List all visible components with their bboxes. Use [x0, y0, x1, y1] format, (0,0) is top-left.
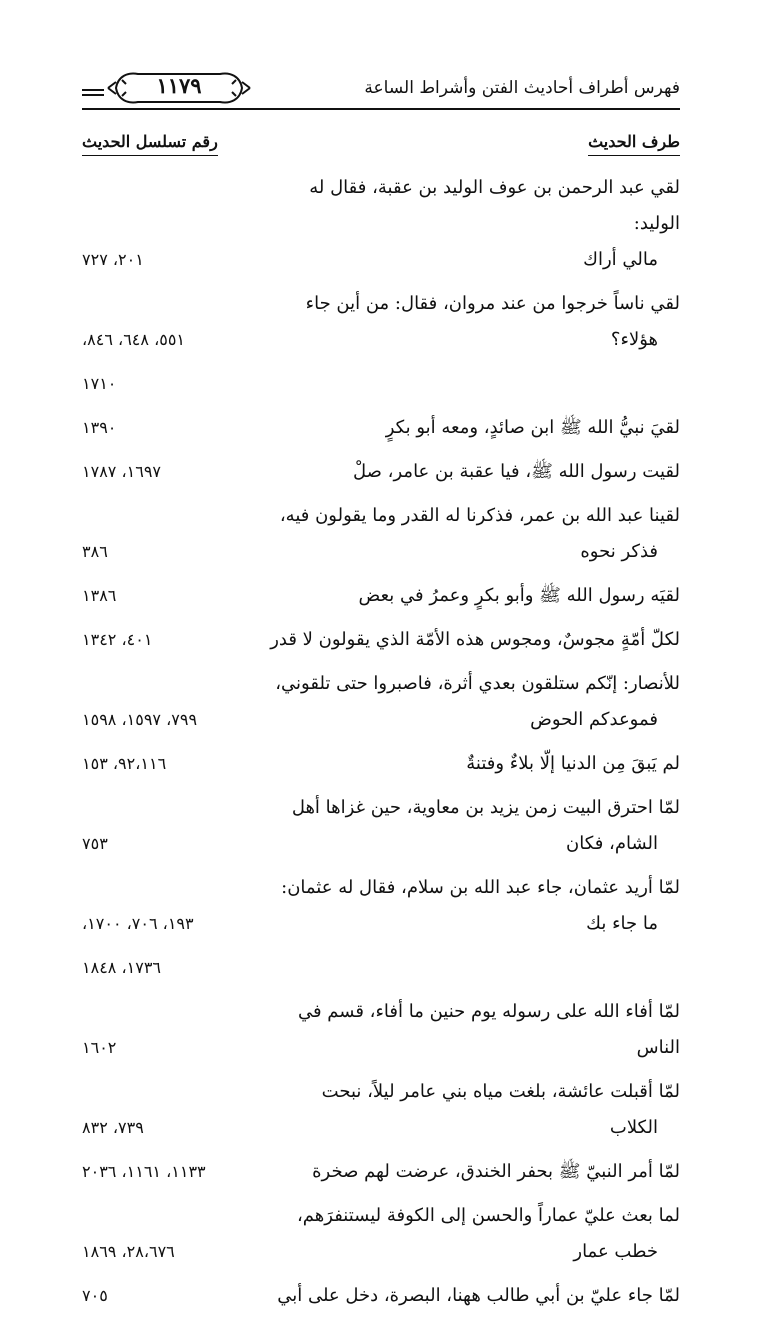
- sequence-value: ٧٣٩، ٨٣٢: [82, 1118, 144, 1137]
- hadith-line: ما جاء بك: [586, 913, 658, 934]
- hadith-line: للأنصار: إنّكم ستلقون بعدي أثرة، فاصبروا حتى تلقوني،: [275, 673, 680, 694]
- sequence-numbers: [82, 622, 270, 658]
- hadith-text: [270, 746, 680, 782]
- list-item: [82, 662, 680, 742]
- hadith-line: الشام، فكان: [566, 833, 658, 854]
- sequence-numbers: [82, 906, 270, 942]
- sequence-numbers: [82, 950, 270, 986]
- hadith-text: [270, 622, 680, 658]
- hadith-text: [270, 1154, 680, 1190]
- sequence-numbers: [82, 746, 270, 782]
- sequence-numbers: [82, 1154, 270, 1190]
- hadith-text: [270, 1198, 680, 1270]
- hadith-line: لمّا أقبلت عائشة، بلغت مياه بني عامر ليلاً، نبحت: [321, 1081, 680, 1102]
- sequence-numbers: [82, 578, 270, 614]
- hadith-line: لقيَ نبيُّ الله ﷺ ابن صائدٍ، ومعه أبو بكرٍ: [385, 417, 680, 438]
- hadith-line: لقي عبد الرحمن بن عوف الوليد بن عقبة، فقال له الوليد:: [309, 177, 680, 234]
- list-item: [82, 1274, 680, 1318]
- sequence-numbers: [82, 322, 270, 358]
- page-number: ١١٧٩: [156, 73, 202, 98]
- list-item: [82, 786, 680, 866]
- list-item: [82, 1150, 680, 1194]
- sequence-value: ٤٠١، ١٣٤٢: [82, 630, 153, 649]
- hadith-line: خطب عمار: [573, 1241, 658, 1262]
- sequence-numbers: [82, 826, 270, 862]
- sequence-value: ١٦٩٧، ١٧٨٧: [82, 462, 161, 481]
- hadith-text: [270, 994, 680, 1066]
- list-item: [82, 946, 680, 990]
- sequence-numbers: [82, 366, 270, 402]
- sequence-value: ٣٨٦: [82, 542, 108, 561]
- sequence-value: ٧٥٣: [82, 834, 108, 853]
- sequence-value: ٧٠٥: [82, 1286, 108, 1305]
- list-item: [82, 406, 680, 450]
- sequence-numbers: [82, 534, 270, 570]
- list-item: [82, 1194, 680, 1274]
- sequence-value: ١٩٣، ٧٠٦، ١٧٠٠،: [82, 914, 194, 933]
- hadith-line: لمّا أمر النبيّ ﷺ بحفر الخندق، عرضت لهم صخرة: [312, 1161, 680, 1182]
- sequence-value: ١٣٩٠: [82, 418, 117, 437]
- hadith-line: لمّا أريد عثمان، جاء عبد الله بن سلام، فقال له عثمان:: [281, 877, 680, 898]
- list-item: [82, 1070, 680, 1150]
- hadith-text: [270, 498, 680, 570]
- hadith-line: لقي ناساً خرجوا من عند مروان، فقال: من أين جاء: [305, 293, 680, 314]
- hadith-line: لمّا جاء عليّ بن أبي طالب ههنا، البصرة، دخل على أبي: [277, 1285, 680, 1306]
- sequence-value: ١٧١٠: [82, 374, 117, 393]
- hadith-text: [270, 410, 680, 446]
- sequence-numbers: [82, 1030, 270, 1066]
- hadith-line: هؤلاء؟: [610, 329, 658, 350]
- hadith-line: مالي أراك: [583, 249, 658, 270]
- hadith-text: [270, 1278, 680, 1314]
- sequence-value: ٥٥١، ٦٤٨، ٨٤٦،: [82, 330, 186, 349]
- hadith-text: [270, 578, 680, 614]
- hadith-line: لما بعث عليّ عماراً والحسن إلى الكوفة ليستنفرَهم،: [296, 1205, 680, 1226]
- sequence-value: ١٣٨٦: [82, 586, 117, 605]
- header-dash: [82, 94, 104, 96]
- column-header-hadith: طرف الحديث: [588, 132, 680, 156]
- list-item: [82, 282, 680, 362]
- sequence-value: ١١٣٣، ١١٦١، ٢٠٣٦: [82, 1162, 206, 1181]
- sequence-numbers: [82, 702, 270, 738]
- running-header: [82, 70, 680, 114]
- sequence-numbers: [82, 242, 270, 278]
- sequence-value: ١٦٠٢: [82, 1038, 117, 1057]
- hadith-line: فموعدكم الحوض: [530, 709, 658, 730]
- header-rule: [82, 108, 680, 110]
- sequence-value: ٢٠١، ٧٢٧: [82, 250, 144, 269]
- hadith-text: [270, 286, 680, 358]
- hadith-line: لم يَبقَ مِن الدنيا إلّا بلاءٌ وفتنةٌ: [466, 753, 680, 774]
- hadith-line: لقيَه رسول الله ﷺ وأبو بكرٍ وعمرُ في بعض: [358, 585, 680, 606]
- hadith-text: [270, 170, 680, 278]
- list-item: [82, 574, 680, 618]
- sequence-numbers: [82, 1278, 270, 1314]
- index-list: [82, 166, 680, 1318]
- sequence-numbers: [82, 1110, 270, 1146]
- list-item: [82, 494, 680, 574]
- hadith-line: لمّا احترق البيت زمن يزيد بن معاوية، حين غزاها أهل: [291, 797, 680, 818]
- hadith-line: لمّا أفاء الله على رسوله يوم حنين ما أفاء، قسم في الناس: [297, 1001, 680, 1058]
- hadith-text: [270, 1074, 680, 1146]
- list-item: [82, 742, 680, 786]
- hadith-line: لكلّ أمّةٍ مجوسٌ، ومجوس هذه الأمّة الذي يقولون لا قدر: [270, 629, 680, 650]
- sequence-numbers: [82, 1234, 270, 1270]
- sequence-value: ٧٩٩، ١٥٩٧، ١٥٩٨: [82, 710, 198, 729]
- list-item: [82, 362, 680, 406]
- sequence-value: ٩٢،١١٦، ١٥٣: [82, 754, 167, 773]
- list-item: [82, 866, 680, 946]
- sequence-value: ٢٨،٦٧٦، ١٨٦٩: [82, 1242, 175, 1261]
- hadith-line: لقيت رسول الله ﷺ، فيا عقبة بن عامر، صلْ: [353, 461, 680, 482]
- sequence-numbers: [82, 454, 270, 490]
- list-item: [82, 990, 680, 1070]
- list-item: [82, 618, 680, 662]
- hadith-line: لقينا عبد الله بن عمر، فذكرنا له القدر وما يقولون فيه،: [279, 505, 680, 526]
- list-item: [82, 450, 680, 494]
- hadith-line: الكلاب: [609, 1117, 658, 1138]
- list-item: [82, 166, 680, 282]
- header-dash: [82, 89, 104, 91]
- column-header-sequence: رقم تسلسل الحديث: [82, 132, 218, 156]
- hadith-line: فذكر نحوه: [580, 541, 658, 562]
- hadith-text: [270, 870, 680, 942]
- hadith-text: [270, 454, 680, 490]
- hadith-text: [270, 790, 680, 862]
- hadith-text: [270, 666, 680, 738]
- page-number-frame: [104, 70, 254, 106]
- running-title: فهرس أطراف أحاديث الفتن وأشراط الساعة: [364, 78, 680, 98]
- sequence-value: ١٧٣٦، ١٨٤٨: [82, 958, 161, 977]
- sequence-numbers: [82, 410, 270, 446]
